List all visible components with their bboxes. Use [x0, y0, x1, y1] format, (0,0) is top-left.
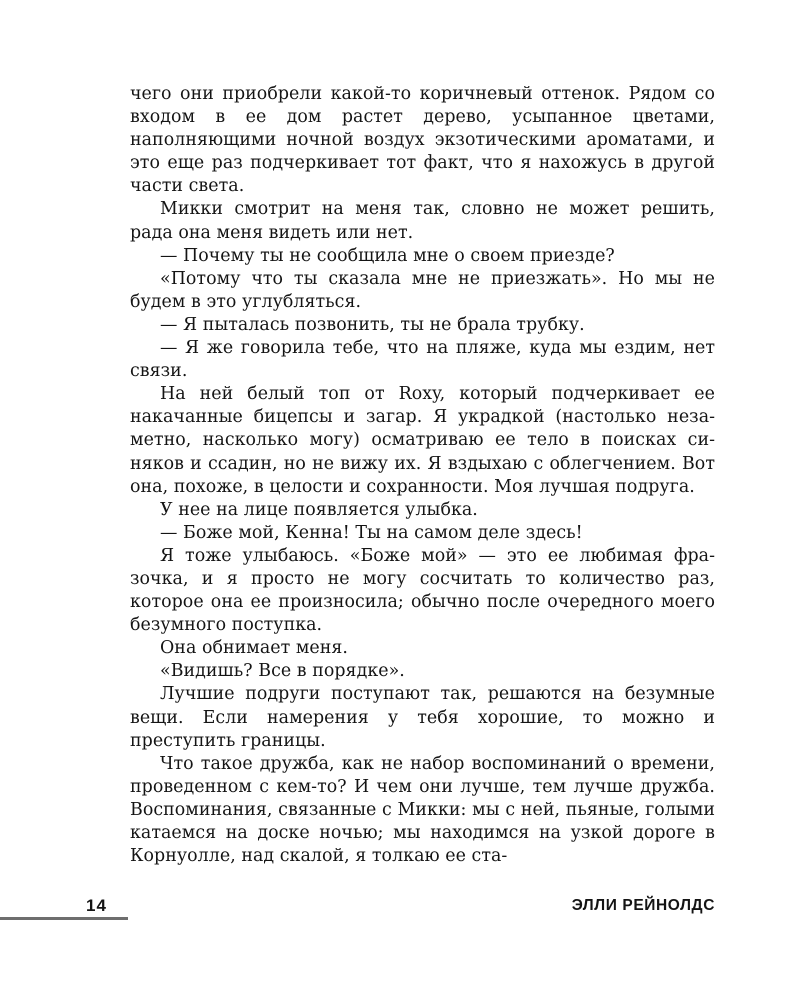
dialogue-line: — Боже мой, Кенна! Ты на самом деле здесь!: [160, 522, 583, 543]
dialogue-line: — Я пыталась позвонить, ты не брала трубку.: [160, 314, 585, 335]
paragraph: «Видишь? Все в порядке».: [160, 661, 405, 682]
body-text: [130, 83, 715, 868]
dialogue-line: — Почему ты не сообщила мне о своем приезде?: [160, 245, 615, 266]
paragraph: Лучшие подруги поступают так, решаются на безумные вещи. Если намерения у тебя хорошие, то можно и преступить границы.: [130, 684, 715, 751]
paragraph: Я тоже улыбаюсь. «Боже мой» — это ее любимая фразочка, и я просто не могу сосчитать то количество раз, которое она ее произносила; обычно после очередного моего безумного поступка.: [130, 545, 715, 636]
footer-rule: [0, 917, 128, 920]
paragraph: На ней белый топ от Roxy, который подчеркивает ее накачанные бицепсы и загар. Я украдкой (настолько незаметно, насколько могу) осматриваю ее тело в поисках синяков и ссадин, но не вижу их. Я вздыхаю с облегчением. Вот она, похоже, в целости и сохранности. Моя лучшая подруга.: [130, 384, 715, 497]
paragraph: чего они приобрели какой-то коричневый оттенок. Рядом со входом в ее дом растет дерево, усыпанное цветами, наполняющими ночной воздух экзотическими ароматами, и это еще раз подчеркивает тот факт, что я нахожусь в другой части света.: [130, 84, 715, 197]
paragraph: «Потому что ты сказала мне не приезжать». Но мы не будем в это углубляться.: [130, 268, 715, 312]
paragraph: Микки смотрит на меня так, словно не может решить, рада она меня видеть или нет.: [130, 199, 715, 243]
paragraph: У нее на лице появляется улыбка.: [160, 499, 478, 520]
page-number: 14: [86, 896, 107, 915]
dialogue-line: — Я же говорила тебе, что на пляже, куда мы ездим, нет связи.: [130, 338, 715, 382]
paragraph: Что такое дружба, как не набор воспоминаний о времени, проведенном с кем-то? И чем они лучше, тем лучше дружба. Воспоминания, связанные с Микки: мы с ней, пьяные, голыми катаемся на доске ночью; мы находимся на узкой дороге в Корнуолле, над скалой, я толкаю ее ста-: [130, 753, 715, 867]
running-head-author: ЭЛЛИ РЕЙНОЛДС: [571, 897, 715, 914]
paragraph: Она обнимает меня.: [160, 638, 349, 659]
